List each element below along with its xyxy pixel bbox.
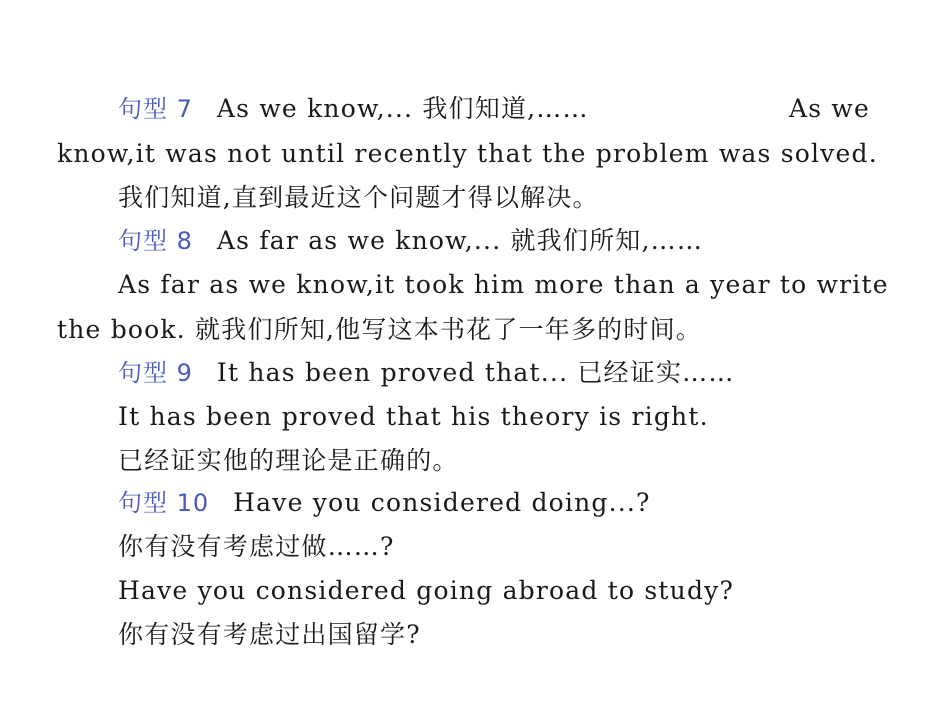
pattern-8-example-en: As far as we know,it took him more than a year to write xyxy=(118,270,889,299)
pattern-8-title: As far as we know,... 就我们所知,…… xyxy=(216,226,704,255)
pattern-7-example-zh: 我们知道,直到最近这个问题才得以解决。 xyxy=(118,183,599,212)
pattern-7-tag: 句型 7 xyxy=(118,95,193,123)
pattern-7-example-en-start: As we xyxy=(788,94,870,123)
pattern-10-title-zh: 你有没有考虑过做……? xyxy=(118,532,395,561)
pattern-9-heading xyxy=(118,358,735,388)
pattern-9-example-zh: 已经证实他的理论是正确的。 xyxy=(118,446,459,475)
pattern-8-heading xyxy=(118,226,703,256)
pattern-10-tag: 句型 10 xyxy=(118,489,210,517)
pattern-7-title: As we know,... 我们知道,…… xyxy=(216,94,589,123)
pattern-7-example-en-continued: know,it was not until recently that the problem was solved. xyxy=(57,139,878,168)
pattern-9-title: It has been proved that... 已经证实…… xyxy=(216,358,735,387)
pattern-9-example-en: It has been proved that his theory is right. xyxy=(118,402,709,431)
pattern-10-example-en: Have you considered going abroad to study? xyxy=(118,576,735,605)
pattern-7-heading xyxy=(118,94,870,124)
pattern-9-tag: 句型 9 xyxy=(118,359,193,387)
pattern-8-tag: 句型 8 xyxy=(118,227,193,255)
pattern-10-title: Have you considered doing...? xyxy=(233,488,651,517)
pattern-8-example-continued: the book. 就我们所知,他写这本书花了一年多的时间。 xyxy=(57,315,702,344)
pattern-10-heading xyxy=(118,488,651,518)
pattern-10-example-zh: 你有没有考虑过出国留学? xyxy=(118,620,421,649)
